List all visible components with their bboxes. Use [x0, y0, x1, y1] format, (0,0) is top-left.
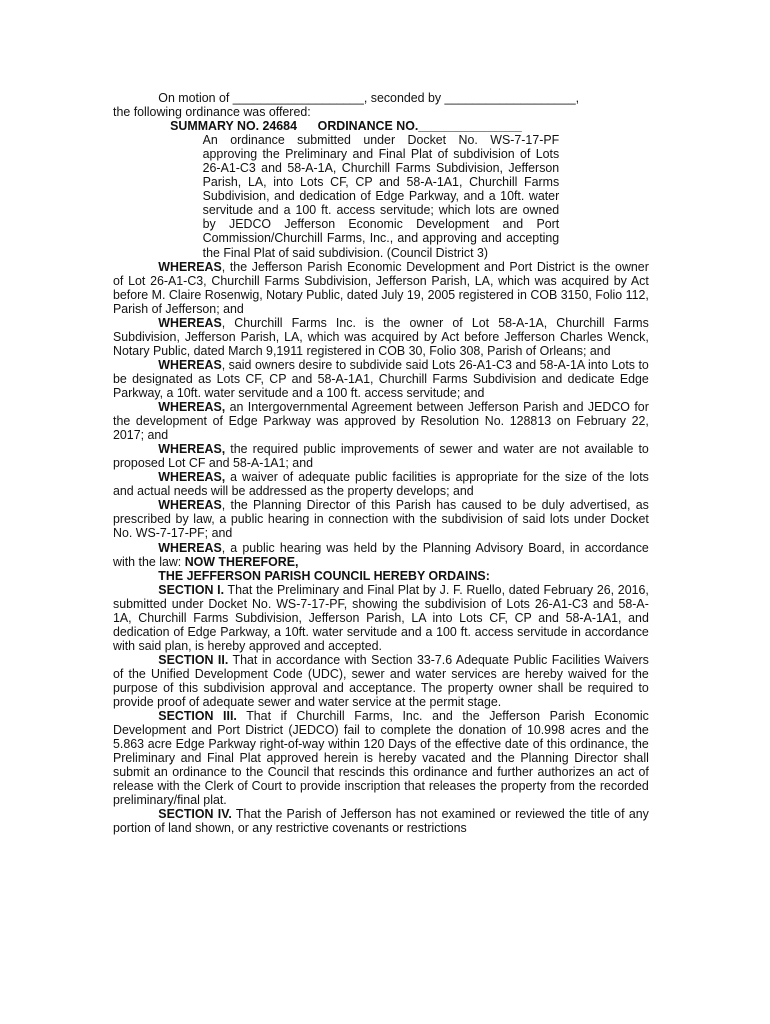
whereas-lead: WHEREAS — [158, 357, 222, 372]
section-text: That if Churchill Farms, Inc. and the Jefferson Parish Economic Development and Port District (JEDCO) fail to complete the donation of 10.998 acres and the 5.863 acre Edge Parkway right-of-way within 120 Days of the effective date of this ordinance, the Preliminary and Final Plat approved herein is hereby vacated and the Planning Director shall submit an ordinance to the Council that rescinds this ordinance and further authorizes an act of release with the Clerk of Court to provide inscription that releases the property from the recorded preliminary/final plat. — [113, 709, 649, 808]
whereas-lead: WHEREAS, — [158, 470, 226, 485]
section-clause — [113, 653, 649, 709]
ordinance-number: ORDINANCE NO._______________ — [317, 119, 522, 134]
whereas-text: , the Jefferson Parish Economic Development and Port District is the owner of Lot 26-A1-C3, Churchill Farms Subdivision, Jefferson Parish, LA, which was acquired by Act before M. Claire Rosenwig, Notary Public, dated July 19, 2005 registered in COB 3150, Folio 112, Parish of Jefferson; and — [113, 259, 649, 316]
section-clause — [113, 807, 649, 835]
motion-offered-line: the following ordinance was offered: — [113, 105, 311, 120]
whereas-text: , said owners desire to subdivide said Lots 26-A1-C3 and 58-A-1A into Lots to be designated as Lots CF, CP and 58-A-1A1, Churchill Farms Subdivision and dedicate Edge Parkway, a 10ft. water servitude and a 100 ft. access servitude; and — [113, 357, 649, 400]
whereas-lead: WHEREAS — [158, 315, 222, 330]
section-clause — [113, 583, 649, 653]
whereas-lead: WHEREAS, — [158, 400, 226, 415]
ordinance-summary: An ordinance submitted under Docket No. WS-7-17-PF approving the Preliminary and Final Plat of subdivision of Lots 26-A1-C3 and 58-A-1A, Churchill Farms Subdivision, Jefferson Parish, LA, into Lots CF, CP and 58-A-1A1, Churchill Farms Subdivision, and dedication of Edge Parkway, and a 10ft. water servitude and a 100 ft. access servitude; which lots are owned by JEDCO Jefferson Economic Development and Port Commission/Churchill Farms, Inc., and approving and accepting the Final Plat of said subdivision. (Council District 3) — [202, 133, 560, 260]
whereas-text: the required public improvements of sewer and water are not available to proposed Lot CF and 58-A-1A1; and — [113, 442, 649, 471]
whereas-clause — [113, 400, 649, 442]
whereas-clause — [113, 358, 649, 400]
whereas-text: , Churchill Farms Inc. is the owner of Lot 58-A-1A, Churchill Farms Subdivision, Jefferson Parish, LA, which was acquired by Act before Jefferson Charles Wenck, Notary Public, dated March 9,1911 registered in COB 30, Folio 308, Parish of Orleans; and — [113, 315, 649, 358]
motion-line: On motion of ___________________, seconded by ___________________, — [158, 91, 580, 105]
ordains-heading: THE JEFFERSON PARISH COUNCIL HEREBY ORDAINS: — [158, 568, 490, 583]
ordinance-page — [113, 91, 649, 835]
whereas-lead: WHEREAS — [158, 498, 222, 513]
section-text: That in accordance with Section 33-7.6 Adequate Public Facilities Waivers of the Unified Development Code (UDC), sewer and water services are hereby waived for the purpose of this subdivision approval and acceptance. The property owner shall be required to provide proof of adequate sewer and water service at the permit stage. — [113, 652, 649, 710]
whereas-clause — [113, 442, 649, 470]
whereas-text: , the Planning Director of this Parish has caused to be duly advertised, as prescribed by law, a public hearing in connection with the subdivision of said lots under Docket No. WS-7-17-PF; and — [113, 498, 649, 541]
whereas-clause — [113, 498, 649, 540]
whereas-clause — [113, 470, 649, 498]
whereas-clause — [113, 316, 649, 358]
whereas-text: a waiver of adequate public facilities is appropriate for the size of the lots and actual needs will be addressed as the property develops; and — [113, 470, 649, 499]
section-clause — [113, 709, 649, 807]
whereas-clause-final — [113, 541, 649, 569]
section-text: That the Parish of Jefferson has not examined or reviewed the title of any portion of land shown, or any restrictive covenants or restrictions — [113, 807, 649, 836]
section-lead: SECTION I. — [158, 582, 225, 597]
now-therefore: NOW THEREFORE, — [184, 554, 299, 569]
whereas-lead: WHEREAS — [158, 540, 222, 555]
section-lead: SECTION IV. — [158, 807, 232, 822]
section-text: That the Preliminary and Final Plat by J. F. Ruello, dated February 26, 2016, submitted under Docket No. WS-7-17-PF, showing the subdivision of Lots 26-A1-C3 and 58-A-1A, Churchill Farms Subdivision, Jefferson Parish, LA into Lots CF, CP and 58-A-1A1, and dedication of Edge Parkway, a 10ft. water servitude and a 100 ft. access servitude in accordance with said plan, is hereby approved and accepted. — [113, 582, 649, 653]
whereas-lead: WHEREAS, — [158, 442, 226, 457]
whereas-clause — [113, 260, 649, 316]
section-lead: SECTION III. — [158, 709, 237, 724]
whereas-text: an Intergovernmental Agreement between Jefferson Parish and JEDCO for the development of Edge Parkway was approved by Resolution No. 128813 on February 22, 2017; and — [113, 400, 649, 443]
whereas-lead: WHEREAS — [158, 259, 222, 274]
ordinance-caption — [170, 119, 649, 133]
section-lead: SECTION II. — [158, 652, 229, 667]
summary-number: SUMMARY NO. 24684 — [170, 119, 297, 134]
whereas-text: , a public hearing was held by the Planning Advisory Board, in accordance with the law: — [113, 540, 649, 569]
